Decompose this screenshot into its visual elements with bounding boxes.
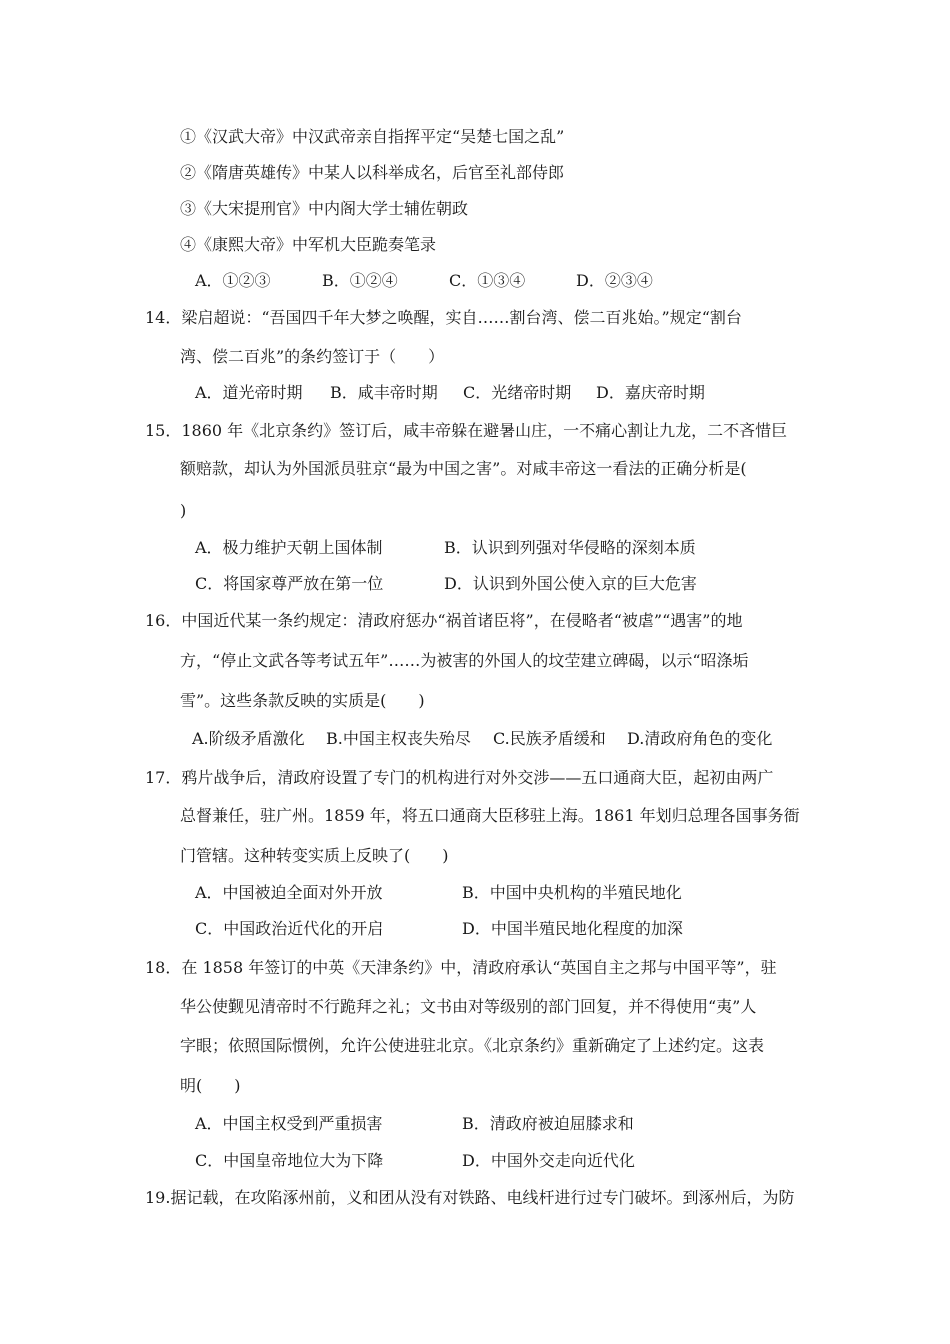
q15-line-3: ): [180, 501, 187, 520]
statement-3: ③《大宋提刑官》中内阁大学士辅佐朝政: [180, 199, 469, 218]
q14-option-d: D．嘉庆帝时期: [596, 383, 705, 402]
q17-line-2: 总督兼任，驻广州。1859 年，将五口通商大臣移驻上海。1861 年划归总理各国事务衙: [180, 806, 800, 825]
q13-option-a: A．①②③: [195, 271, 271, 290]
q19-line-1: 19.据记载，在攻陷涿州前，义和团从没有对铁路、电线杆进行过专门破坏。到涿州后，为防: [145, 1188, 795, 1207]
q17-option-d: D．中国半殖民地化程度的加深: [462, 919, 683, 938]
statement-1: ①《汉武大帝》中汉武帝亲自指挥平定“吴楚七国之乱”: [180, 127, 565, 146]
q15-option-a: A．极力维护天朝上国体制: [195, 538, 383, 557]
q18-line-1: 18．在 1858 年签订的中英《天津条约》中，清政府承认“英国自主之邦与中国平等”，驻: [145, 958, 777, 977]
q13-option-d: D．②③④: [576, 271, 653, 290]
q14-line-2: 湾、偿二百兆”的条约签订于（ ）: [180, 347, 445, 366]
q18-option-c: C．中国皇帝地位大为下降: [195, 1151, 384, 1170]
q16-option-a: A.阶级矛盾激化: [192, 729, 305, 748]
q18-line-2: 华公使觐见清帝时不行跪拜之礼；文书由对等级别的部门回复，并不得使用“夷”人: [180, 997, 757, 1016]
q14-option-b: B．咸丰帝时期: [330, 383, 438, 402]
q18-option-d: D．中国外交走向近代化: [462, 1151, 635, 1170]
q16-option-b: B.中国主权丧失殆尽: [326, 729, 471, 748]
q14-option-c: C．光绪帝时期: [463, 383, 572, 402]
q15-line-2: 额赔款，却认为外国派员驻京“最为中国之害”。对咸丰帝这一看法的正确分析是(: [180, 459, 747, 478]
q14-option-a: A．道光帝时期: [195, 383, 303, 402]
q15-option-b: B．认识到列强对华侵略的深刻本质: [444, 538, 696, 557]
q18-line-4: 明( ): [180, 1076, 241, 1095]
q16-option-c: C.民族矛盾缓和: [493, 729, 606, 748]
q18-option-b: B．清政府被迫屈膝求和: [462, 1114, 634, 1133]
q18-option-a: A．中国主权受到严重损害: [195, 1114, 383, 1133]
q18-line-3: 字眼；依照国际惯例，允许公使进驻北京。《北京条约》重新确定了上述约定。这表: [180, 1036, 765, 1055]
statement-2: ②《隋唐英雄传》中某人以科举成名，后官至礼部侍郎: [180, 163, 565, 182]
q13-option-b: B．①②④: [322, 271, 398, 290]
q17-line-3: 门管辖。这种转变实质上反映了( ): [180, 846, 449, 865]
q15-option-d: D．认识到外国公使入京的巨大危害: [444, 574, 697, 593]
q16-line-3: 雪”。这些条款反映的实质是( ): [180, 691, 425, 710]
q16-line-1: 16．中国近代某一条约规定：清政府惩办“祸首诸臣将”，在侵略者“被虐”“遇害”的地: [145, 611, 743, 630]
q16-option-d: D.清政府角色的变化: [627, 729, 773, 748]
q15-line-1: 15．1860 年《北京条约》签订后，咸丰帝躲在避暑山庄，一不痛心割让九龙，二不吝惜巨: [145, 421, 788, 440]
q15-option-c: C．将国家尊严放在第一位: [195, 574, 384, 593]
q17-option-b: B．中国中央机构的半殖民地化: [462, 883, 682, 902]
q13-option-c: C．①③④: [449, 271, 526, 290]
q17-line-1: 17．鸦片战争后，清政府设置了专门的机构进行对外交涉——五口通商大臣，起初由两广: [145, 768, 774, 787]
q14-line-1: 14．梁启超说：“吾国四千年大梦之唤醒，实自……割台湾、偿二百兆始。”规定“割台: [145, 308, 742, 327]
q16-line-2: 方，“停止文武各等考试五年”……为被害的外国人的坟茔建立碑碣，以示“昭涤垢: [180, 651, 749, 670]
statement-4: ④《康熙大帝》中军机大臣跪奏笔录: [180, 235, 437, 254]
q17-option-a: A．中国被迫全面对外开放: [195, 883, 383, 902]
q17-option-c: C．中国政治近代化的开启: [195, 919, 384, 938]
